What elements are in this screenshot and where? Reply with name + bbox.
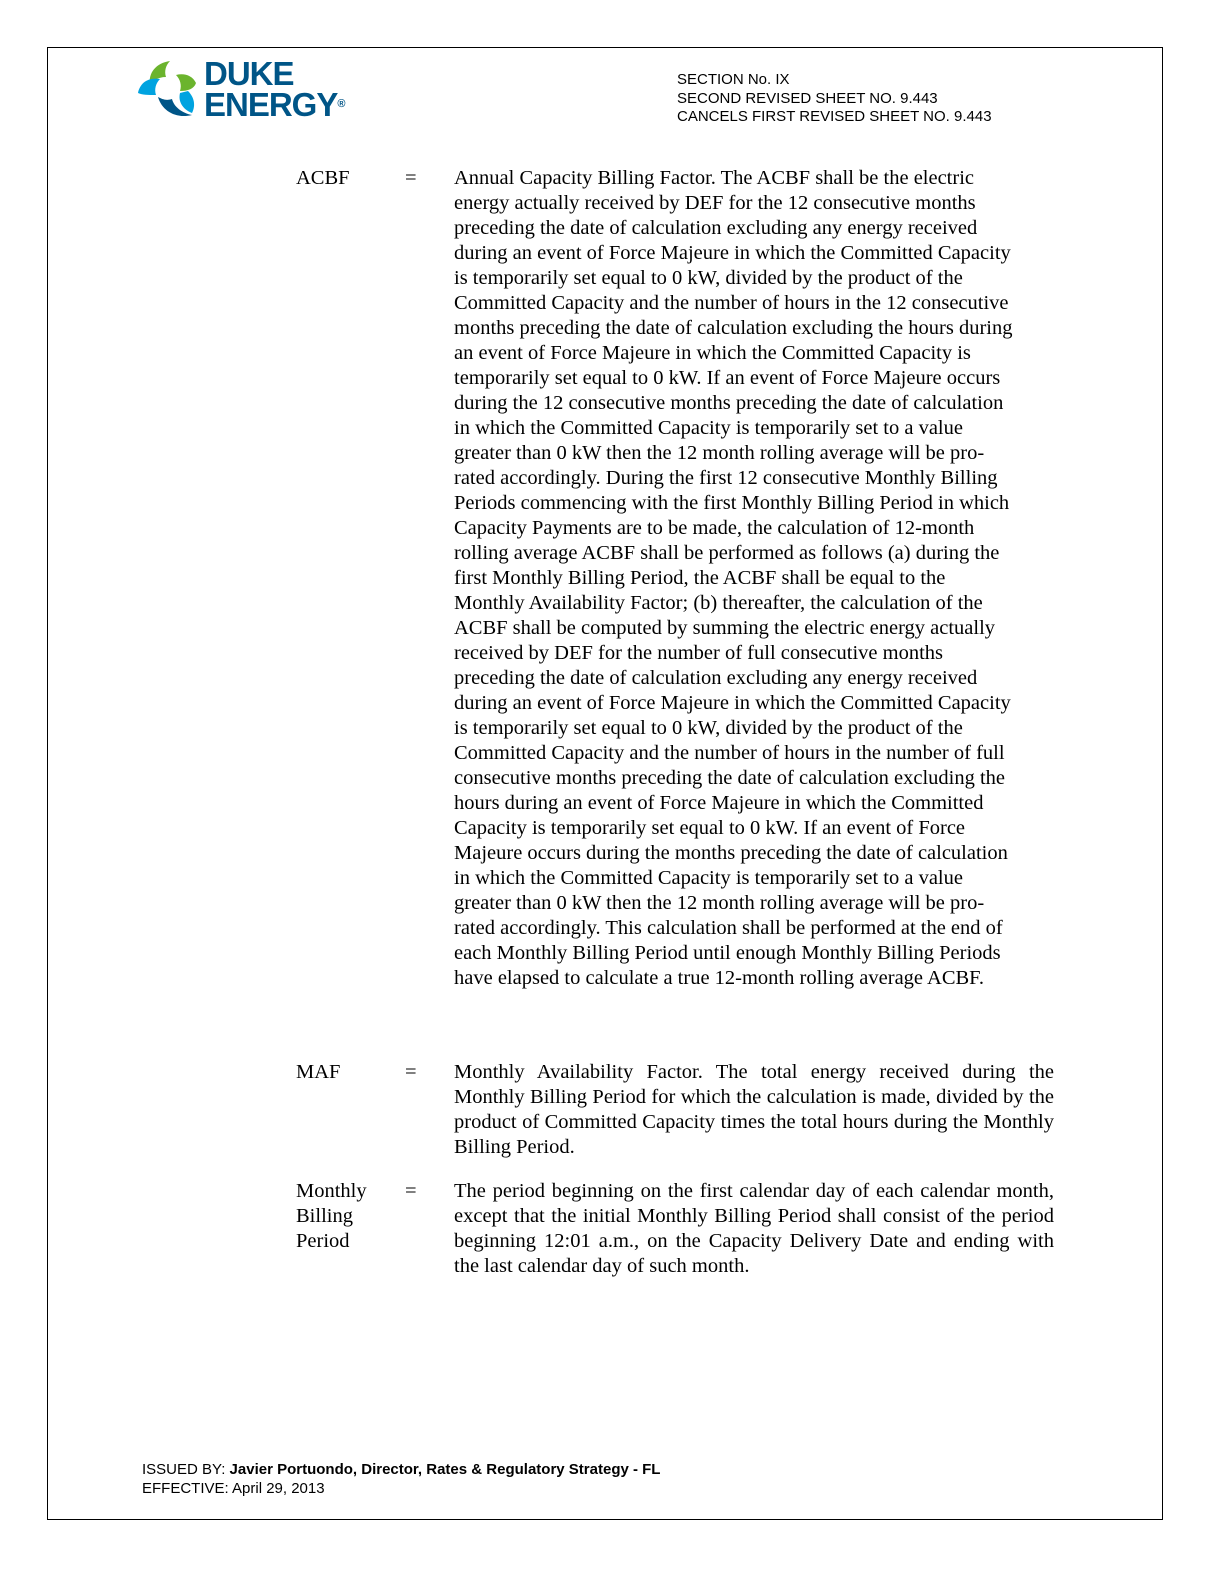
- issued-by: ISSUED BY: Javier Portuondo, Director, Rates & Regulatory Strategy - FL: [142, 1461, 661, 1478]
- definition-acbf-text: Annual Capacity Billing Factor. The ACBF shall be the electric energy actually received by DEF for the 12 consecutive months preceding the date of calculation excluding any energy received during an event of Force Majeure in which the Committed Capacity is temporarily set equal to 0 kW, divided by the product of the Committed Capacity and the number of hours in the 12 consecutive months preceding the date of calculation excluding the hours during an event of Force Majeure in which the Committed Capacity is temporarily set equal to 0 kW. If an event of Force Majeure occurs during the 12 consecutive months preceding the date of calculation in which the Committed Capacity is temporarily set to a value greater than 0 kW then the 12 month rolling average will be pro- rated accordingly. During the first 12 consecutive Monthly Billing Periods commencing with the first Monthly Billing Period in which Capacity Payments are to be made, the calculation of 12-month rolling average ACBF shall be performed as follows (a) during the first Monthly Billing Period, the ACBF shall be equal to the Monthly Availability Factor; (b) thereafter, the calculation of the ACBF shall be computed by summing the electric energy actually received by DEF for the number of full consecutive months preceding the date of calculation excluding any energy received during an event of Force Majeure in which the Committed Capacity is temporarily set equal to 0 kW, divided by the product of the Committed Capacity and the number of hours in the number of full consecutive months preceding the date of calculation excluding the hours during an event of Force Majeure in which the Committed Capacity is temporarily set equal to 0 kW. If an event of Force Majeure occurs during the months preceding the date of calculation in which the Committed Capacity is temporarily set to a value greater than 0 kW then the 12 month rolling average will be pro- rated accordingly. This calculation shall be performed at the end of each Monthly Billing Period until enough Monthly Billing Periods have elapsed to calculate a true 12-month rolling average ACBF.: [454, 167, 1013, 989]
- term-monthly-billing-period: Monthly Billing Period: [296, 1180, 367, 1252]
- logo-line-energy: ENERGY®: [204, 86, 346, 123]
- logo-line-duke: DUKE: [204, 55, 294, 92]
- term-maf: MAF: [296, 1061, 341, 1083]
- effective-date-value: April 29, 2013: [232, 1480, 325, 1497]
- effective-date: EFFECTIVE: April 29, 2013: [142, 1480, 325, 1497]
- sheet-number: SECOND REVISED SHEET NO. 9.443: [677, 89, 938, 107]
- registered-mark: ®: [337, 98, 346, 110]
- issuer-name: Javier Portuondo, Director, Rates & Regulatory Strategy - FL: [229, 1461, 661, 1478]
- equals-sign: =: [405, 1180, 417, 1202]
- cancels-sheet: CANCELS FIRST REVISED SHEET NO. 9.443: [677, 108, 992, 125]
- definition-maf-text: Monthly Availability Factor. The total energy received during the Monthly Billing Period for which the calculation is made, divided by the product of Committed Capacity times the total hours during the Monthly Billing Period.: [454, 1061, 1054, 1158]
- sheet-header: [677, 71, 992, 127]
- definition-monthly-billing-period-text: The period beginning on the first calendar day of each calendar month, except that the initial Monthly Billing Period shall consist of the period beginning 12:01 a.m., on the Capacity Delivery Date and ending with the last calendar day of such month.: [454, 1180, 1054, 1277]
- section-number: SECTION No. IX: [677, 71, 790, 88]
- term-acbf: ACBF: [296, 167, 350, 189]
- equals-sign: =: [405, 167, 417, 189]
- equals-sign: =: [405, 1061, 417, 1083]
- logo-wordmark: [204, 55, 346, 123]
- page-footer: [142, 1460, 660, 1498]
